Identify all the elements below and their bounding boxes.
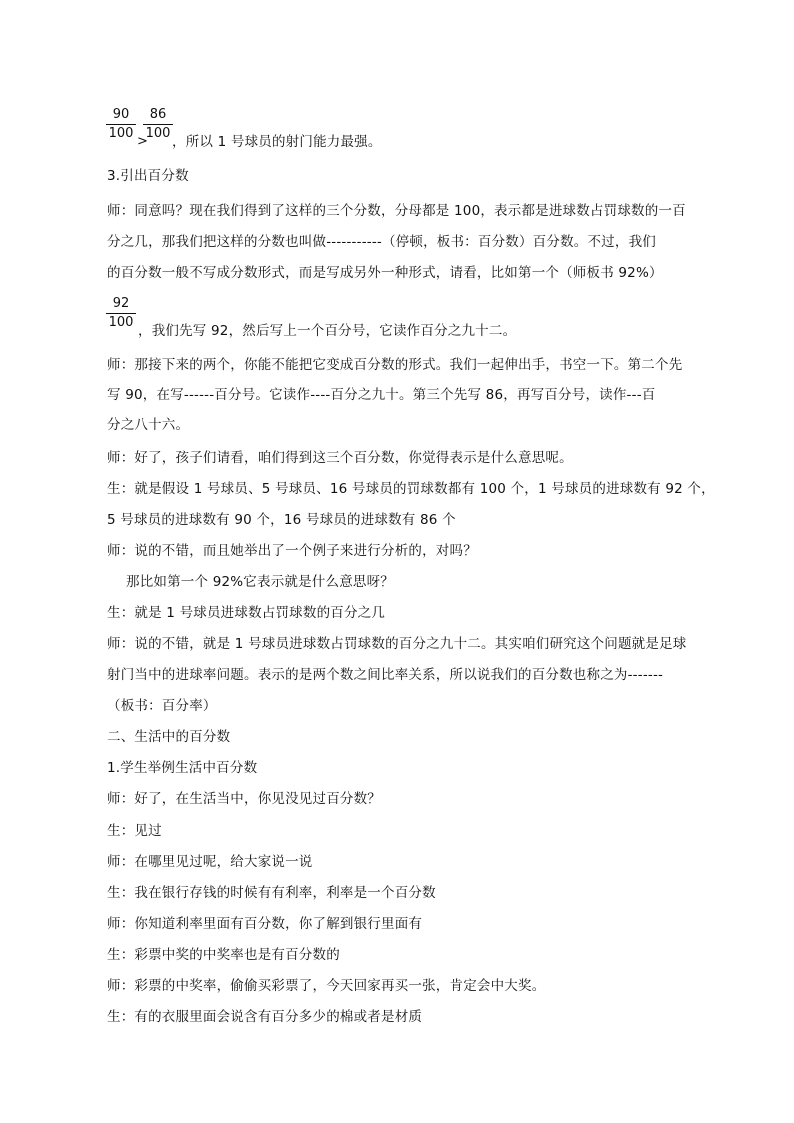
fraction-bar bbox=[143, 124, 173, 125]
paragraph-line: 师：好了，孩子们请看，咱们得到这三个百分数，你觉得表示是什么意思呢。 bbox=[107, 450, 573, 466]
paragraph-line: ，我们先写 92，然后写上一个百分号，它读作百分之九十二。 bbox=[138, 323, 517, 339]
paragraph-line: 师：说的不错，就是 1 号球员进球数占罚球数的百分之九十二。其实咱们研究这个问题就是足球 bbox=[107, 636, 687, 652]
paragraph-line: 生：就是 1 号球员进球数占罚球数的百分之几 bbox=[107, 605, 386, 621]
dialogue-line: 生：彩票中奖的中奖率也是有百分数的 bbox=[107, 947, 340, 963]
fraction-bar bbox=[106, 124, 136, 125]
greater-than-sign: > bbox=[137, 134, 148, 149]
heading-3: 3.引出百分数 bbox=[107, 168, 189, 184]
compare-text: ，所以 1 号球员的射门能力最强。 bbox=[172, 134, 382, 150]
dialogue-line: 师：在哪里见过呢，给大家说一说 bbox=[107, 854, 313, 870]
fraction-86-100 bbox=[143, 107, 173, 142]
paragraph-line: 师：说的不错，而且她举出了一个例子来进行分析的，对吗？ bbox=[107, 543, 477, 559]
fraction-numerator: 92 bbox=[112, 296, 130, 311]
fraction-numerator: 86 bbox=[149, 107, 167, 122]
fraction-bar bbox=[106, 313, 136, 314]
paragraph-line: 射门当中的进球率问题。表示的是两个数之间比率关系，所以说我们的百分数也称之为------- bbox=[107, 667, 664, 683]
dialogue-line: 师：彩票的中奖率，偷偷买彩票了，今天回家再买一张，肯定会中大奖。 bbox=[107, 978, 546, 994]
fraction-numerator: 90 bbox=[112, 107, 130, 122]
dialogue-line: 生：我在银行存钱的时候有有利率，利率是一个百分数 bbox=[107, 885, 436, 901]
paragraph-line: 的百分数一般不写成分数形式，而是写成另外一种形式，请看，比如第一个（师板书 92%） bbox=[107, 265, 663, 281]
paragraph-line: 那比如第一个 92%它表示就是什么意思呀？ bbox=[126, 574, 394, 590]
paragraph-line: 师：那接下来的两个，你能不能把它变成百分数的形式。我们一起伸出手，书空一下。第二个先 bbox=[107, 357, 683, 373]
section-heading: 二、生活中的百分数 bbox=[107, 729, 231, 745]
fraction-92-100 bbox=[106, 296, 136, 331]
dialogue-line: 师：好了，在生活当中，你见没见过百分数？ bbox=[107, 791, 381, 807]
dialogue-line: 师：你知道利率里面有百分数，你了解到银行里面有 bbox=[107, 916, 423, 932]
paragraph-line: 生：就是假设 1 号球员、5 号球员、16 号球员的罚球数都有 100 个，1 号球员的进球数有 92 个， bbox=[107, 481, 715, 497]
fraction-denominator: 100 bbox=[108, 126, 134, 141]
fraction-denominator: 100 bbox=[108, 315, 134, 330]
dialogue-line: 生：见过 bbox=[107, 823, 162, 839]
subsection-heading: 1.学生举例生活中百分数 bbox=[107, 760, 258, 776]
paragraph-line: 分之几，那我们把这样的分数也叫做-----------（停顿，板书：百分数）百分数。不过，我们 bbox=[107, 234, 656, 250]
fraction-90-100 bbox=[106, 107, 136, 142]
paragraph-line: 5 号球员的进球数有 90 个，16 号球员的进球数有 86 个 bbox=[107, 512, 456, 528]
paragraph-line: 写 90，在写------百分号。它读作----百分之九十。第三个先写 86，再写百分号，读作---百 bbox=[107, 387, 656, 403]
fraction-denominator: 100 bbox=[145, 126, 171, 141]
dialogue-line: 生：有的衣服里面会说含有百分多少的棉或者是材质 bbox=[107, 1009, 423, 1025]
paragraph-line: 师：同意吗？现在我们得到了这样的三个分数，分母都是 100，表示都是进球数占罚球数的一百 bbox=[107, 203, 686, 219]
paragraph-line: 分之八十六。 bbox=[107, 417, 190, 433]
paragraph-line: （板书：百分率） bbox=[107, 698, 217, 714]
